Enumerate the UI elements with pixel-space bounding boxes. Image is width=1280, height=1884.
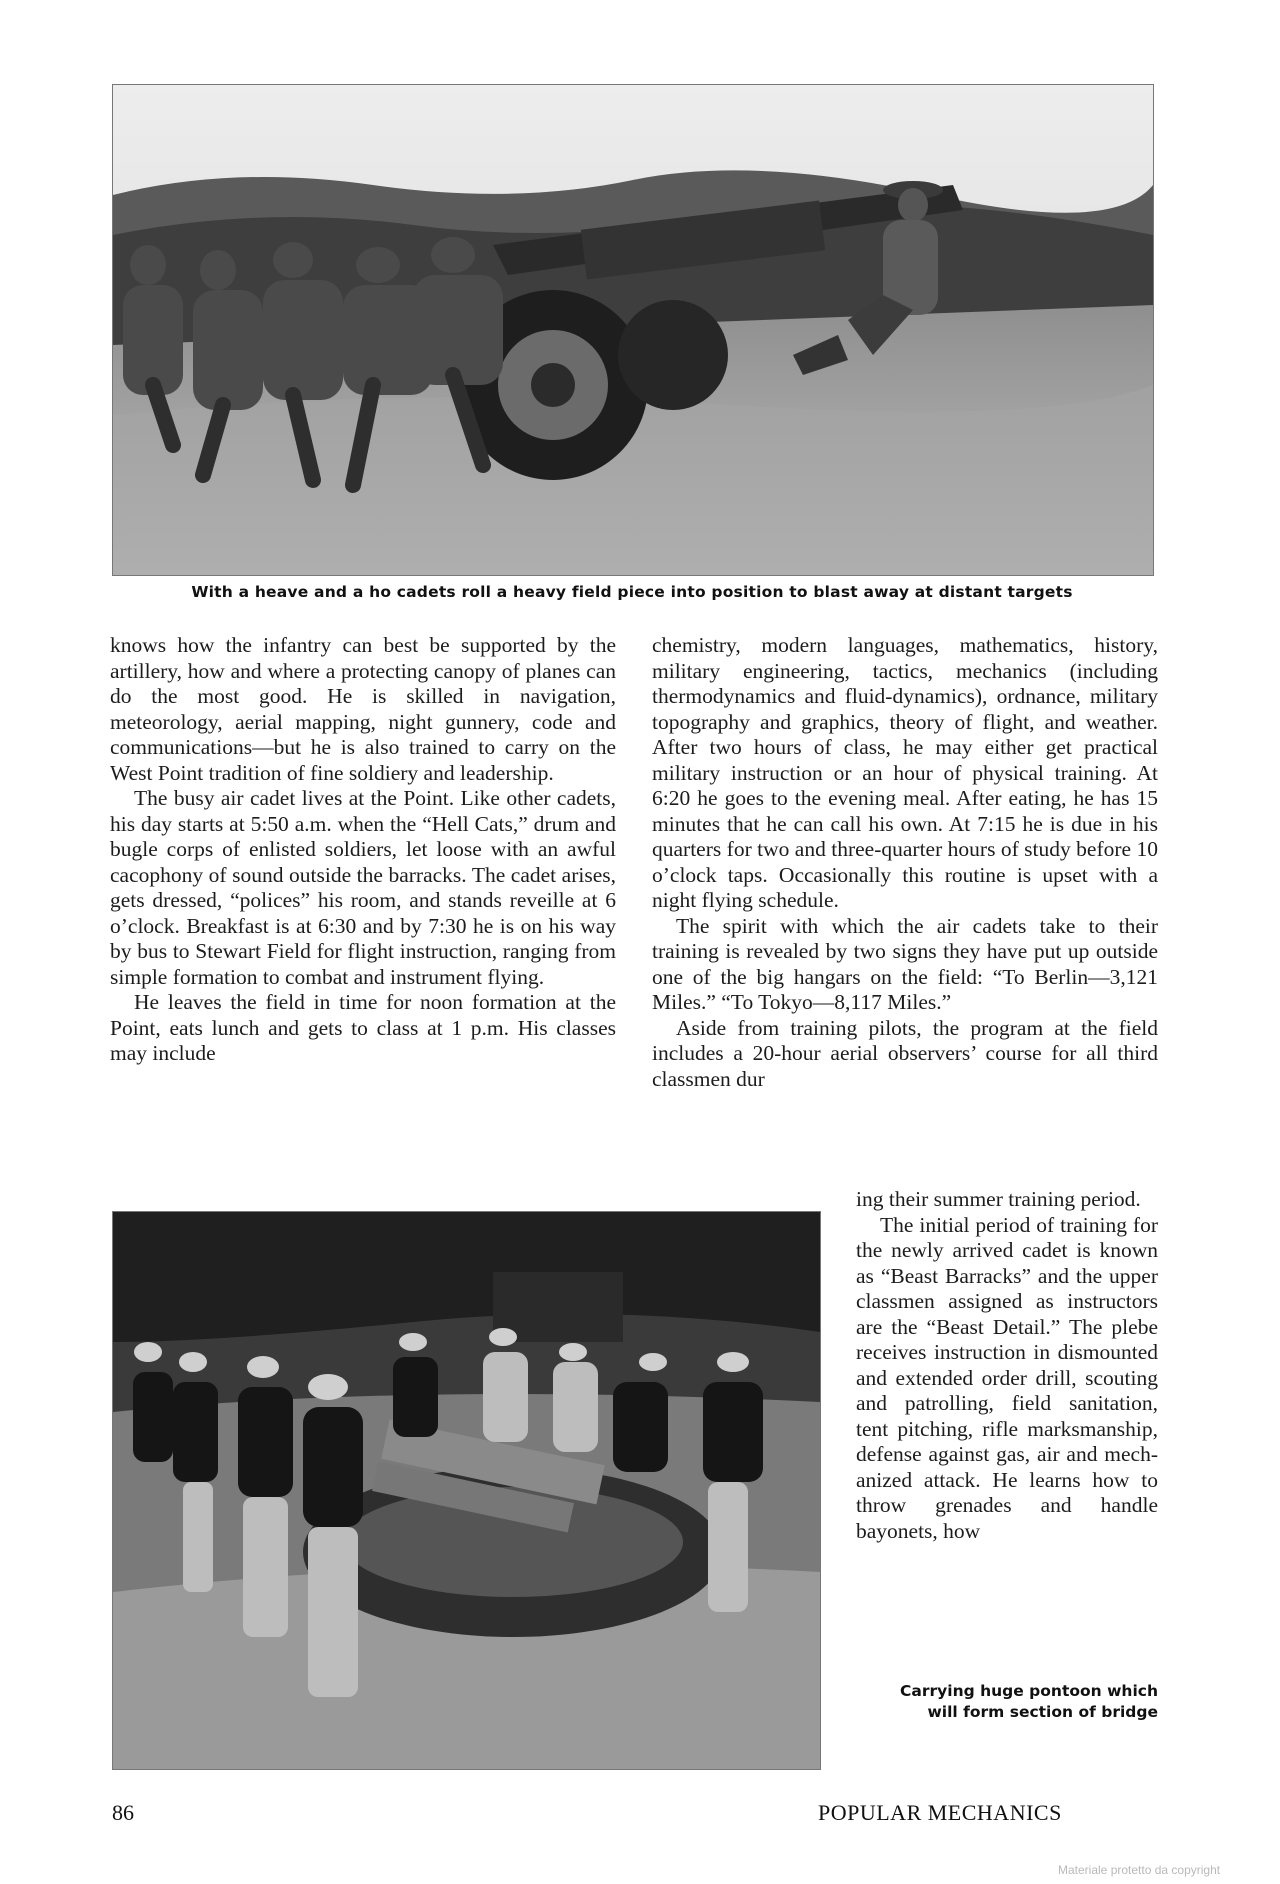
- article-left-column: [110, 633, 616, 1067]
- magazine-title: POPULAR MECHANICS: [818, 1800, 1062, 1825]
- field-gun-photo: [112, 84, 1154, 576]
- paragraph: Aside from training pilots, the program at the field includes a 20-hour aerial observers’ course for all third classmen dur: [652, 1015, 1158, 1091]
- field-gun-photo-art: [113, 85, 1153, 575]
- paragraph: The spirit with which the air cadets take to their training is revealed by two signs they have put up outside one of the big hangars on the field: “To Berlin—3,121 Miles.” “To Tokyo—8,117 Miles.”: [652, 913, 1158, 1014]
- caption-line: Carrying huge pontoon which: [900, 1682, 1158, 1700]
- paragraph: He leaves the field in time for noon formation at the Point, eats lunch and gets to class at 1 p.m. His classes may include: [110, 990, 616, 1065]
- paragraph: chemistry, modern languages, mathematics, history, military engineering, tactics, mechanics (including thermodynamics and fluid-dynamics), ordnance, military topography and graphics, theory of flight, and weather. After two hours of class, he may either get practical military instruction or an hour of physical training. At 6:20 he goes to the evening meal. After eating, he has 15 minutes that he can call his own. At 7:15 he is due in his quarters for two and three-quarter hours of study before 10 o’clock taps. Occasionally this routine is upset with a night flying schedule.: [652, 633, 1158, 912]
- bottom-photo-caption: [848, 1681, 1158, 1723]
- article-right-column: [652, 633, 1158, 1092]
- pontoon-photo: [112, 1211, 821, 1770]
- paragraph: knows how the infantry can best be supported by the artillery, how and where a protecting canopy of planes can do the most good. He is skilled in navigation, meteorology, aerial mapping, night gunnery, code and communications—but he is also trained to carry on the West Point tradition of fine soldiery and leadership.: [110, 633, 616, 785]
- caption-line: will form section of bridge: [927, 1703, 1158, 1721]
- paragraph: The busy air cadet lives at the Point. Like other cadets, his day starts at 5:50 a.m. when the “Hell Cats,” drum and bugle corps of enlisted soldiers, let loose with an awful cacophony of sound outside the barracks. The cadet arises, gets dressed, “polices” his room, and stands reveille at 6 o’clock. Breakfast is at 6:30 and by 7:30 he is on his way by bus to Stewart Field for flight instruction, ranging from simple formation to combat and instrument flying.: [110, 786, 616, 989]
- top-photo-caption: With a heave and a ho cadets roll a heavy field piece into position to blast away at distant targets: [191, 583, 1073, 601]
- paragraph: ing their summer training period.: [856, 1187, 1141, 1211]
- pontoon-photo-art: [113, 1212, 820, 1769]
- copyright-watermark: Materiale protetto da copyright: [1058, 1863, 1221, 1877]
- page-number: 86: [112, 1800, 134, 1825]
- article-narrow-column: [856, 1187, 1158, 1544]
- paragraph: The initial period of training for the newly arrived cadet is known as “Beast Barracks” and the upper classmen assigned as instructors are the “Beast Detail.” The plebe receives instruction in dismounted and extended order drill, scouting and patrolling, field sanitation, tent pitching, rifle marksmanship, defense against gas, air and mechanized attack. He learns how to throw grenades and handle bayonets, how: [856, 1212, 1158, 1543]
